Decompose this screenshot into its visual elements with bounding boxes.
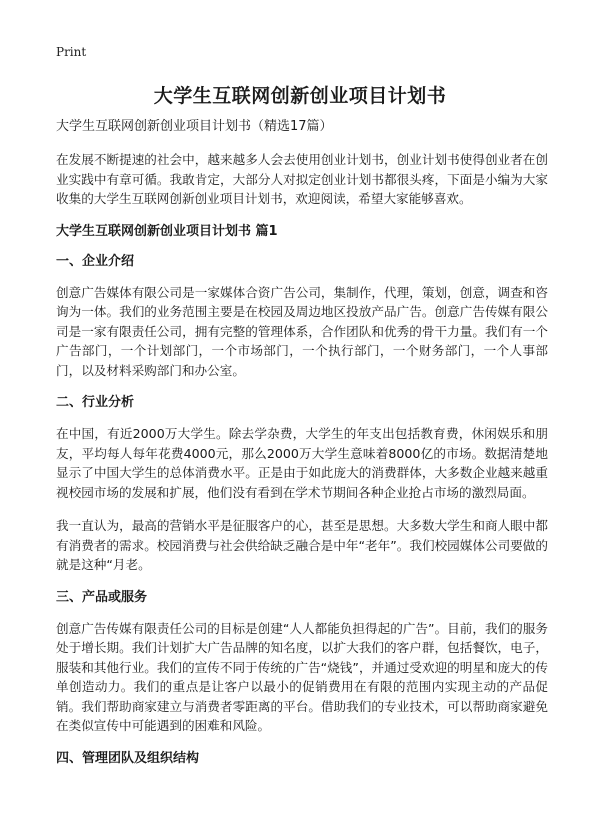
print-link[interactable]: Print xyxy=(56,45,87,59)
section-paragraph: 我一直认为，最高的营销水平是征服客户的心，甚至是思想。大多数大学生和商人眼中都有消费者的需求。校园消费与社会供给缺乏融合是中年“老年”。我们校园媒体公司要做的就是这种“月老。 xyxy=(56,518,548,572)
section-heading-industry: 二、行业分析 xyxy=(56,395,135,410)
document-body xyxy=(56,118,548,780)
section-heading-company: 一、企业介绍 xyxy=(56,253,135,269)
document-subtitle: 大学生互联网创新创业项目计划书（精选17篇） xyxy=(56,119,333,134)
part-heading: 大学生互联网创新创业项目计划书 篇1 xyxy=(56,223,278,239)
section-paragraph: 在中国，有近2000万大学生。除去学杂费，大学生的年支出包括教育费，休闲娱乐和朋友，平均每人每年花费4000元，那么2000万大学生意味着8000亿的市场。数据清楚地显示了中国大学生的总体消费水平。正是由于如此庞大的消费群体，大多数企业越来越重视校园市场的发展和扩展，他们没有看到在学术节期间各种企业抢占市场的激烈局面。 xyxy=(56,426,548,500)
section-paragraph: 创意广告媒体有限公司是一家媒体合资广告公司，集制作，代理，策划，创意，调查和咨询为一体。我们的业务范围主要是在校园及周边地区投放产品广告。创意广告传媒有限公司是一家有限责任公司，拥有完整的管理体系，合作团队和优秀的骨干力量。我们有一个广告部门，一个计划部门，一个市场部门，一个执行部门，一个财务部门，一个人事部门，以及材料采购部门和办公室。 xyxy=(56,284,548,378)
intro-paragraph: 在发展不断提速的社会中，越来越多人会去使用创业计划书，创业计划书使得创业者在创业实践中有章可循。我敢肯定，大部分人对拟定创业计划书都很头疼，下面是小编为大家收集的大学生互联网创新创业项目计划书，欢迎阅读，希望大家能够喜欢。 xyxy=(56,152,548,206)
section-heading-products: 三、产品或服务 xyxy=(56,589,148,605)
section-heading-management: 四、管理团队及组织结构 xyxy=(56,750,200,766)
section-paragraph: 创意广告传媒有限责任公司的目标是创建“人人都能负担得起的广告”。目前，我们的服务处于增长期。我们计划扩大广告品牌的知名度，以扩大我们的客户群，包括餐饮，电子，服装和其他行业。我们的宣传不同于传统的广告“烧钱”，并通过受欢迎的明星和庞大的传单创造动力。我们的重点是让客户以最小的促销费用在有限的范围内实现主动的产品促销。我们帮助商家建立与消费者零距离的平台。借助我们的专业技术，可以帮助商家避免在类似宣传中可能遇到的困难和风险。 xyxy=(56,620,548,733)
page-title: 大学生互联网创新创业项目计划书 xyxy=(153,85,447,107)
